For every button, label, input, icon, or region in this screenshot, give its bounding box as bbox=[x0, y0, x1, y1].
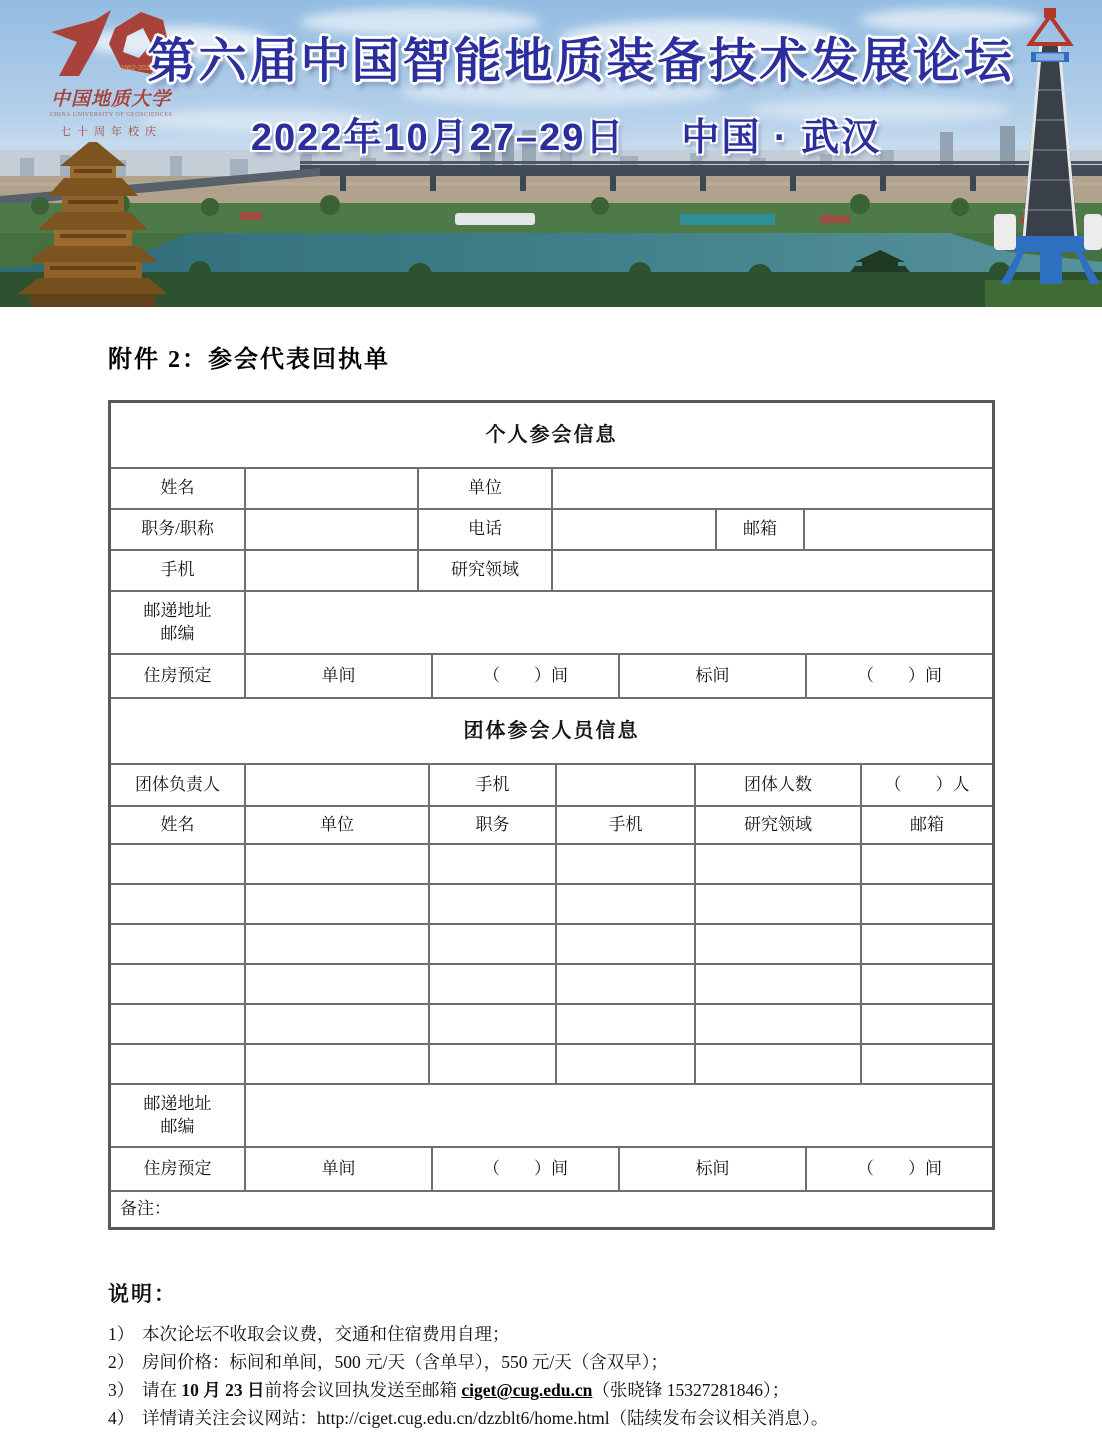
note-1-text: 本次论坛不收取会议费，交通和住宿费用自理； bbox=[142, 1324, 510, 1344]
member-empty-row bbox=[111, 1005, 992, 1045]
label-group-address-line2: 邮编 bbox=[160, 1116, 195, 1136]
note-3-text-post: （张晓锋 15327281846）； bbox=[592, 1380, 790, 1400]
member-cell-blank bbox=[428, 965, 555, 1003]
member-cell-blank bbox=[694, 1005, 860, 1043]
conference-subtitle bbox=[140, 106, 992, 161]
input-organization-blank bbox=[551, 469, 992, 508]
input-email-blank bbox=[803, 510, 992, 549]
mobile-research-row bbox=[111, 551, 992, 592]
member-cell-blank bbox=[860, 845, 992, 883]
label-name: 姓名 bbox=[160, 478, 195, 498]
member-cell-blank bbox=[244, 1005, 428, 1043]
member-cell-blank bbox=[111, 1005, 244, 1043]
conference-website-url: http://ciget.cug.edu.cn/dzzblt6/home.html bbox=[317, 1408, 610, 1428]
member-cell-blank bbox=[555, 925, 694, 963]
member-table-header-row bbox=[111, 807, 992, 845]
input-mobile-blank bbox=[244, 551, 417, 590]
member-cell-blank bbox=[428, 845, 555, 883]
input-phone-blank bbox=[551, 510, 715, 549]
notes-section bbox=[108, 1278, 1010, 1432]
member-cell-blank bbox=[694, 885, 860, 923]
position-phone-email-row bbox=[111, 510, 992, 551]
note-item-2 bbox=[108, 1348, 1010, 1376]
member-cell-blank bbox=[555, 1005, 694, 1043]
label-phone: 电话 bbox=[417, 510, 551, 549]
note-1-number: 1） bbox=[108, 1324, 135, 1344]
conference-location: 中国 · 武汉 bbox=[681, 117, 882, 159]
member-cell-blank bbox=[428, 885, 555, 923]
note-4-number: 4） bbox=[108, 1408, 135, 1428]
label-group-mailing-address bbox=[111, 1085, 244, 1146]
member-empty-row bbox=[111, 845, 992, 885]
label-group-room-booking: 住房预定 bbox=[143, 1158, 212, 1178]
label-group-leader: 团体负责人 bbox=[135, 774, 220, 794]
member-cell-blank bbox=[694, 845, 860, 883]
individual-section-title: 个人参会信息 bbox=[485, 423, 618, 446]
banner-photo bbox=[0, 0, 1102, 307]
member-header-mobile: 手机 bbox=[555, 807, 694, 843]
member-cell-blank bbox=[111, 885, 244, 923]
input-address-blank bbox=[244, 592, 992, 653]
member-cell-blank bbox=[860, 1045, 992, 1083]
conference-date: 2022年10月27–29日 bbox=[250, 117, 626, 159]
member-header-position: 职务 bbox=[428, 807, 555, 843]
label-group-single-room: 单间 bbox=[244, 1148, 431, 1190]
member-empty-row bbox=[111, 1045, 992, 1085]
member-cell-blank bbox=[111, 965, 244, 1003]
group-address-row bbox=[111, 1085, 992, 1148]
member-cell-blank bbox=[860, 925, 992, 963]
member-cell-blank bbox=[555, 845, 694, 883]
member-cell-blank bbox=[244, 965, 428, 1003]
label-group-standard-room: 标间 bbox=[618, 1148, 805, 1190]
reply-email-link[interactable]: ciget@cug.edu.cn bbox=[461, 1380, 593, 1400]
member-cell-blank bbox=[694, 1045, 860, 1083]
label-room-booking: 住房预定 bbox=[143, 665, 212, 685]
group-standard-room-count-blank: （ ）间 bbox=[805, 1148, 992, 1190]
member-cell-blank bbox=[428, 925, 555, 963]
group-size-count-blank: （ ）人 bbox=[860, 765, 992, 805]
group-leader-row bbox=[111, 765, 992, 807]
note-2-number: 2） bbox=[108, 1352, 135, 1372]
member-cell-blank bbox=[244, 885, 428, 923]
label-single-room: 单间 bbox=[244, 655, 431, 697]
label-research: 研究领域 bbox=[417, 551, 551, 590]
group-room-booking-row bbox=[111, 1148, 992, 1192]
anniversary-text: 七十周年校庆 bbox=[60, 126, 162, 138]
label-address-line2: 邮编 bbox=[160, 623, 195, 643]
input-leader-mobile-blank bbox=[555, 765, 694, 805]
attachment-heading: 附件 2：参会代表回执单 bbox=[108, 347, 390, 373]
label-mobile: 手机 bbox=[160, 560, 195, 580]
label-group-size: 团体人数 bbox=[694, 765, 860, 805]
member-cell-blank bbox=[244, 1045, 428, 1083]
input-group-leader-blank bbox=[244, 765, 428, 805]
member-cell-blank bbox=[555, 1045, 694, 1083]
member-cell-blank bbox=[111, 925, 244, 963]
conference-title: 第六届中国智能地质装备技术发展论坛 bbox=[147, 35, 1015, 88]
member-empty-row bbox=[111, 965, 992, 1005]
note-item-3 bbox=[108, 1376, 1010, 1404]
member-cell-blank bbox=[860, 1005, 992, 1043]
note-item-4 bbox=[108, 1404, 1010, 1432]
member-cell-blank bbox=[694, 925, 860, 963]
member-cell-blank bbox=[428, 1005, 555, 1043]
logo-years-text: 1952-2022 bbox=[120, 65, 154, 72]
note-2-text: 房间价格：标间和单间，500 元/天（含单早），550 元/天（含双早）； bbox=[142, 1352, 668, 1372]
label-mailing-address bbox=[111, 592, 244, 653]
registration-table bbox=[108, 400, 995, 1230]
notes-heading: 说明： bbox=[108, 1282, 177, 1306]
note-item-1 bbox=[108, 1320, 1010, 1348]
address-row bbox=[111, 592, 992, 655]
group-section-title: 团体参会人员信息 bbox=[463, 719, 640, 742]
group-section-header-row bbox=[111, 699, 992, 765]
member-empty-row bbox=[111, 925, 992, 965]
notes-list bbox=[108, 1320, 1010, 1432]
label-address-line1: 邮递地址 bbox=[143, 600, 212, 620]
member-header-email: 邮箱 bbox=[860, 807, 992, 843]
note-4-text-post: （陆续发布会议相关消息）。 bbox=[609, 1408, 829, 1428]
label-organization: 单位 bbox=[417, 469, 551, 508]
member-cell-blank bbox=[111, 1045, 244, 1083]
member-header-research: 研究领域 bbox=[694, 807, 860, 843]
member-cell-blank bbox=[860, 885, 992, 923]
input-position-blank bbox=[244, 510, 417, 549]
note-3-text-mid: 前将会议回执发送至邮箱 bbox=[264, 1380, 462, 1400]
name-organization-row bbox=[111, 469, 992, 510]
label-email: 邮箱 bbox=[715, 510, 803, 549]
remark-row bbox=[111, 1192, 992, 1227]
member-cell-blank bbox=[428, 1045, 555, 1083]
note-3-number: 3） bbox=[108, 1380, 135, 1400]
member-cell-blank bbox=[244, 925, 428, 963]
note-4-text-pre: 详情请关注会议网站： bbox=[142, 1408, 317, 1428]
member-cell-blank bbox=[694, 965, 860, 1003]
input-research-blank bbox=[551, 551, 992, 590]
member-cell-blank bbox=[555, 885, 694, 923]
room-booking-row bbox=[111, 655, 992, 699]
label-group-address-line1: 邮递地址 bbox=[143, 1093, 212, 1113]
label-leader-mobile: 手机 bbox=[428, 765, 555, 805]
member-header-organization: 单位 bbox=[244, 807, 428, 843]
member-cell-blank bbox=[555, 965, 694, 1003]
note-3-deadline: 10 月 23 日 bbox=[181, 1380, 265, 1400]
university-name-english: CHINA UNIVERSITY OF GEOSCIENCES bbox=[49, 112, 173, 118]
member-cell-blank bbox=[244, 845, 428, 883]
label-standard-room: 标间 bbox=[618, 655, 805, 697]
input-group-address-blank bbox=[244, 1085, 992, 1146]
university-name: 中国地质大学 bbox=[50, 89, 171, 110]
member-empty-row bbox=[111, 885, 992, 925]
label-remark: 备注： bbox=[120, 1199, 171, 1219]
member-cell-blank bbox=[860, 965, 992, 1003]
member-header-name: 姓名 bbox=[160, 814, 195, 834]
input-name-blank bbox=[244, 469, 417, 508]
group-single-room-count-blank: （ ）间 bbox=[431, 1148, 618, 1190]
label-position: 职务/职称 bbox=[141, 519, 214, 539]
note-3-text-pre: 请在 bbox=[142, 1380, 182, 1400]
single-room-count-blank: （ ）间 bbox=[431, 655, 618, 697]
standard-room-count-blank: （ ）间 bbox=[805, 655, 992, 697]
member-cell-blank bbox=[111, 845, 244, 883]
individual-section-header-row bbox=[111, 403, 992, 469]
